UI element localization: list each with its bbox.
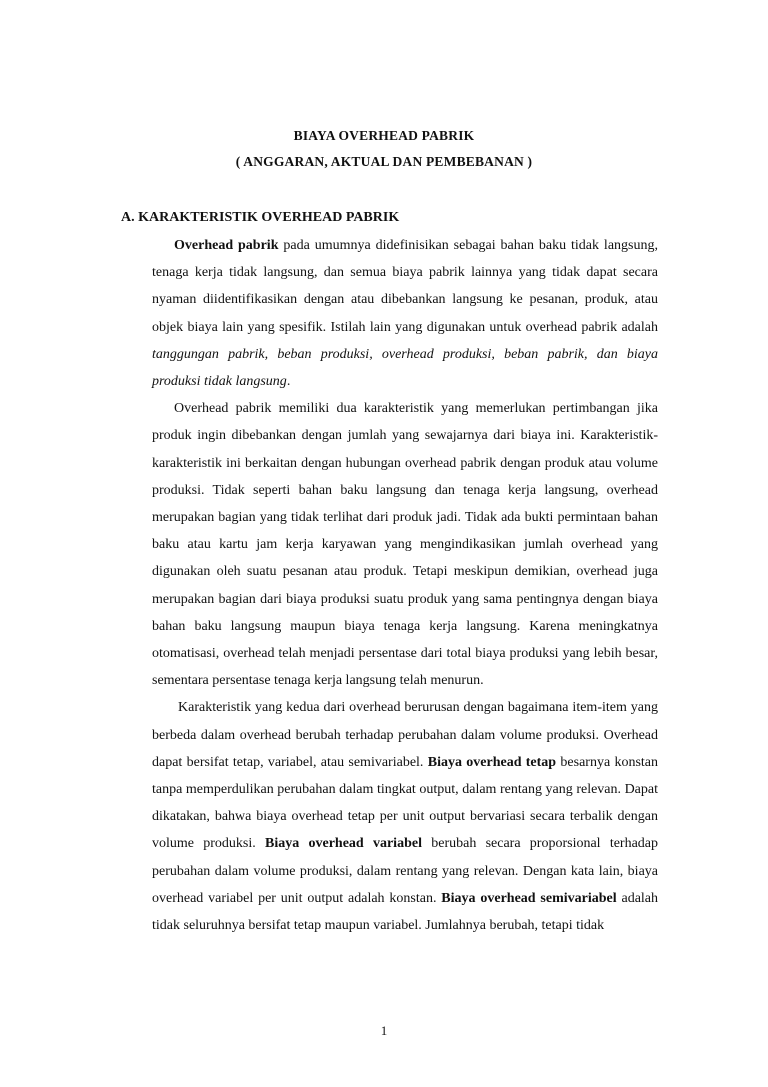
- term-biaya-overhead-tetap: Biaya overhead tetap: [427, 754, 557, 770]
- paragraph-1-text: pada umumnya didefinisikan sebagai bahan baku tidak langsung, tenaga kerja tidak langsung, dan semua biaya pabrik lainnya yang tidak dapat secara nyaman diidentifikasikan dengan atau dibebankan langsung ke pesanan, produk, atau objek biaya lain yang spesifik. Istilah lain yang digunakan untuk overhead pabrik adalah: [152, 238, 658, 335]
- document-title: BIAYA OVERHEAD PABRIK: [293, 128, 475, 143]
- paragraph-3-a: Karakteristik yang kedua dari overhead berurusan dengan bagaimana item-item yang berbeda dalam overhead berubah terhadap perubahan dalam volume produksi. Overhead dapat bersifat tetap, variabel, atau semivariabel.: [152, 700, 658, 770]
- page-number: 1: [380, 1023, 388, 1038]
- document-subtitle: ( ANGGARAN, AKTUAL DAN PEMBEBANAN ): [235, 154, 533, 169]
- term-biaya-overhead-semivariabel: Biaya overhead semivariabel: [441, 890, 617, 906]
- paragraph-3-g: adalah tidak seluruhnya bersifat tetap maupun variabel. Jumlahnya berubah, tetapi tidak: [152, 890, 659, 934]
- term-biaya-overhead-variabel: Biaya overhead variabel: [265, 836, 422, 852]
- paragraph-1: [152, 232, 658, 395]
- section-heading: A. KARAKTERISTIK OVERHEAD PABRIK: [121, 210, 400, 225]
- body-text: [152, 232, 658, 939]
- paragraph-3-c: besarnya konstan tanpa memperdulikan perubahan dalam tingkat output, dalam rentang yang relevan. Dapat dikatakan, bahwa biaya overhead tetap per unit output bervariasi secara terbalik dengan volume produksi.: [152, 754, 659, 852]
- term-overhead-pabrik: Overhead pabrik: [174, 238, 279, 253]
- paragraph-1-end: .: [286, 374, 291, 390]
- paragraph-3: [152, 694, 658, 939]
- paragraph-3-e: berubah secara proporsional terhadap perubahan dalam volume produksi, dalam rentang yang relevan. Dengan kata lain, biaya overhead variabel per unit output adalah konstan.: [152, 836, 659, 906]
- paragraph-1-italic: tanggungan pabrik, beban produksi, overhead produksi, beban pabrik, dan biaya produksi tidak langsung: [152, 346, 658, 390]
- paragraph-2: Overhead pabrik memiliki dua karakteristik yang memerlukan pertimbangan jika produk ingin dibebankan dengan jumlah yang sewajarnya dari biaya ini. Karakteristik-karakteristik ini berkaitan dengan hubungan overhead pabrik dengan produk atau volume produksi. Tidak seperti bahan baku langsung dan tenaga kerja langsung, overhead merupakan bagian yang tidak terlihat dari produk jadi. Tidak ada bukti permintaan bahan baku atau kartu jam kerja karyawan yang mengindikasikan jumlah overhead yang digunakan oleh suatu pesanan atau produk. Tetapi meskipun demikian, overhead juga merupakan bagian dari biaya produksi suatu produk yang sama pentingnya dengan biaya bahan baku langsung maupun biaya tenaga kerja langsung. Karena meningkatnya otomatisasi, overhead telah menjadi persentase dari total biaya produksi yang lebih besar, sementara persentase tenaga kerja langsung telah menurun.: [152, 401, 658, 689]
